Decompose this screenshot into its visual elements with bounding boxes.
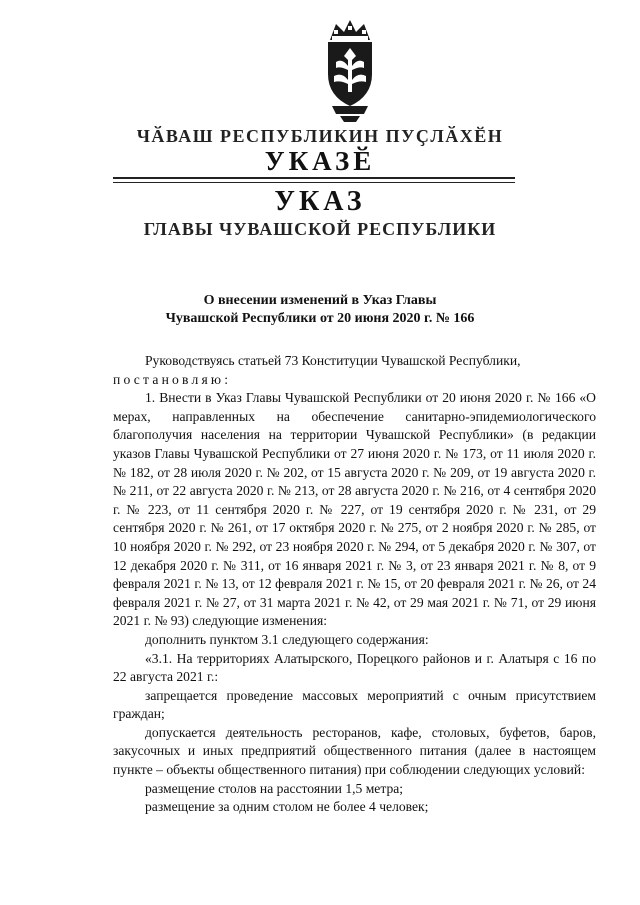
subject-line-2: Чувашской Республики от 20 июня 2020 г. № 166 <box>165 311 475 326</box>
header-divider <box>113 177 515 179</box>
chuvash-header-title: ЧӐВАШ РЕСПУБЛИКИН ПУҪЛӐХӖН <box>136 126 504 146</box>
paragraph-resolve: постановляю: <box>113 371 232 387</box>
paragraph-3-1: «3.1. На территориях Алатырского, Порецкого районов и г. Алатыря с 16 по 22 августа 2021 г.: <box>113 650 596 685</box>
russian-header-ukaz: УКАЗ <box>274 186 366 217</box>
paragraph-ban-events: запрещается проведение массовых мероприятий с очным присутствием граждан; <box>113 687 596 722</box>
decree-body <box>113 352 596 817</box>
header-divider-thin <box>113 182 515 183</box>
chuvash-emblem-icon <box>322 18 378 122</box>
paragraph-addition: дополнить пунктом 3.1 следующего содержания: <box>145 631 429 647</box>
subject-line-1: О внесении изменений в Указ Главы <box>203 293 437 308</box>
paragraph-catering: допускается деятельность ресторанов, кафе, столовых, буфетов, баров, закусочных и иных предприятий общественного питания (далее в настоящем пункте – объекты общественного питания) при соблюдении следующих условий: <box>113 724 596 778</box>
paragraph-tables-capacity: размещение за одним столом не более 4 человек; <box>145 799 429 815</box>
chuvash-header-ukaze: УКАЗӖ <box>264 146 376 176</box>
decree-subject <box>0 292 640 328</box>
paragraph-preamble: Руководствуясь статьей 73 Конституции Чувашской Республики, <box>145 353 521 368</box>
paragraph-item-1: 1. Внести в Указ Главы Чувашской Республики от 20 июня 2020 г. № 166 «О мерах, направленных на обеспечение санитарно-эпидемиологического благополучия населения на территории Чувашской Республики» (в редакции указов Главы Чувашской Республики от 27 июня 2020 г. № 173, от 11 июля 2020 г. № 182, от 28 июля 2020 г. № 202, от 15 августа 2020 г. № 209, от 19 августа 2020 г. № 211, от 22 августа 2020 г. № 213, от 28 августа 2020 г. № 216, от 4 сентября 2020 г. № 223, от 11 сентября 2020 г. № 227, от 19 сентября 2020 г. № 231, от 29 сентября 2020 г. № 261, от 17 октября 2020 г. № 275, от 2 ноября 2020 г. № 285, от 10 ноября 2020 г. № 292, от 23 ноября 2020 г. № 294, от 5 декабря 2020 г. № 307, от 12 декабря 2020 г. № 311, от 16 января 2021 г. № 3, от 23 января 2021 г. № 8, от 9 февраля 2021 г. № 13, от 12 февраля 2021 г. № 15, от 20 февраля 2021 г. № 26, от 24 февраля 2021 г. № 27, от 31 марта 2021 г. № 42, от 29 мая 2021 г. № 71, от 29 июня 2021 г. № 93) следующие изменения: <box>113 390 596 629</box>
paragraph-tables-distance: размещение столов на расстоянии 1,5 метра; <box>145 780 404 796</box>
russian-header-glava: ГЛАВЫ ЧУВАШСКОЙ РЕСПУБЛИКИ <box>143 219 497 239</box>
